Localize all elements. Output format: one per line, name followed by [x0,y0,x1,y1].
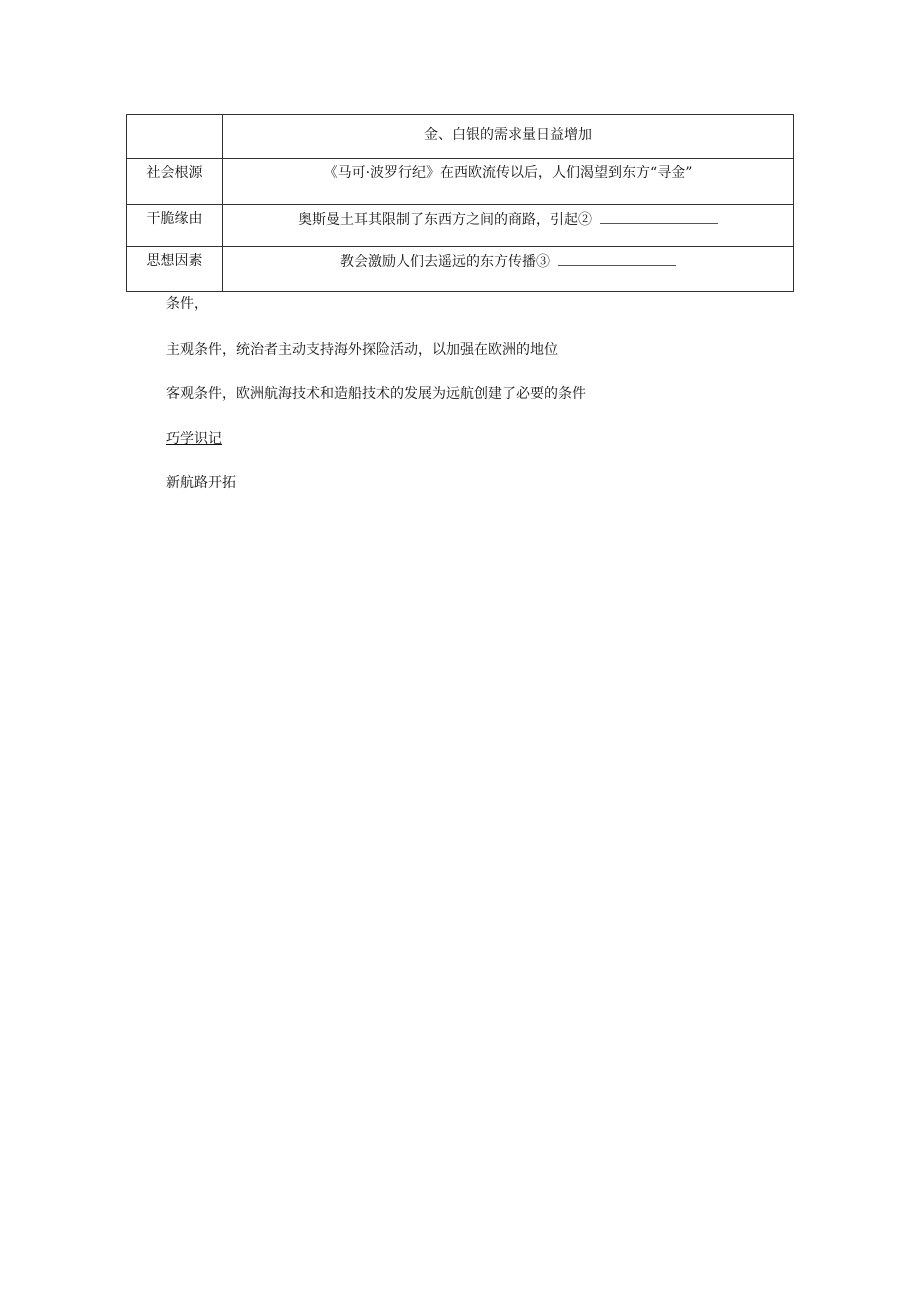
row-label [127,115,223,159]
row-content: 奥斯曼土耳其限制了东西方之间的商路，引起② [298,211,592,228]
table-row [127,159,794,204]
objective-conditions: 客观条件，欧洲航海技术和造船技术的发展为远航创建了必要的条件 [166,386,586,402]
row-content: 金、白银的需求量日益增加 [223,115,794,159]
subjective-conditions: 主观条件，统治者主动支持海外探险活动，以加强在欧洲的地位 [166,342,558,358]
fill-in-blank [558,251,676,266]
table-row [127,246,794,291]
new-route-heading: 新航路开拓 [166,475,236,491]
row-label: 干脆缘由 [127,204,223,246]
row-content-with-blank [223,246,794,291]
fill-in-blank [600,209,718,224]
row-content-with-blank [223,204,794,246]
conditions-heading: 条件， [166,296,208,312]
row-label: 思想因素 [127,246,223,291]
table-row [127,115,794,159]
memory-tip-heading: 巧学识记 [166,431,222,447]
causes-table [126,114,794,292]
row-content: 教会激励人们去遥远的东方传播③ [340,253,550,270]
row-label: 社会根源 [127,159,223,204]
table-row [127,204,794,246]
row-content: 《马可·波罗行纪》在西欧流传以后，人们渴望到东方“寻金” [223,159,794,204]
